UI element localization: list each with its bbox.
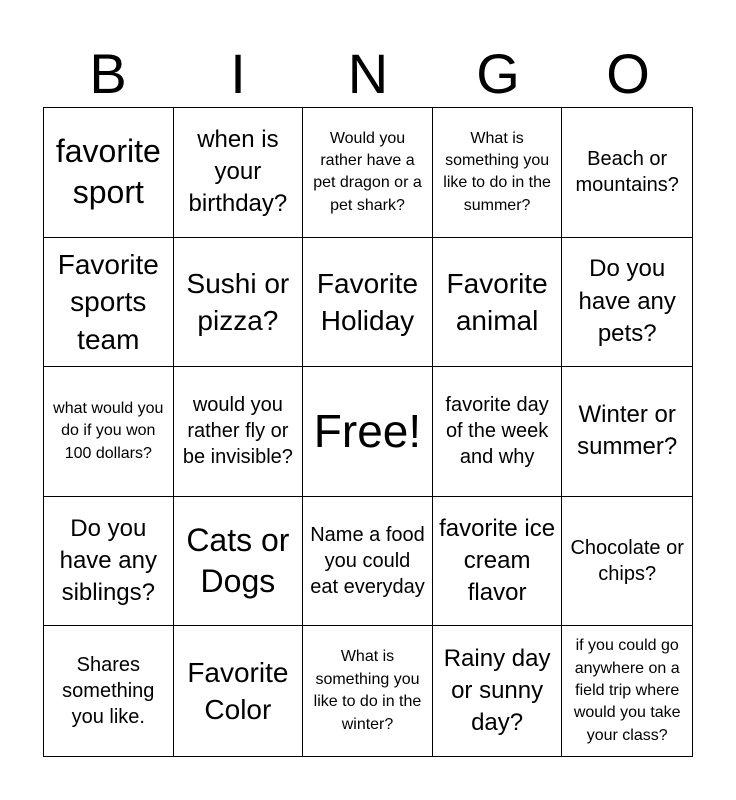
- bingo-cell[interactable]: [303, 626, 433, 756]
- cell-text: Sushi or pizza?: [186, 267, 290, 336]
- cell-text: what would you do if you won 100 dollars?: [53, 399, 164, 462]
- free-space-text: Free!: [313, 404, 422, 457]
- cell-text: favorite ice cream flavor: [439, 514, 556, 607]
- cell-text: What is something you like to do in the summer?: [443, 129, 551, 214]
- cell-text: Do you have any pets?: [578, 255, 676, 348]
- cell-text: Name a food you could eat everyday: [310, 524, 425, 599]
- header-letter-n: N: [347, 42, 389, 105]
- bingo-cell[interactable]: [562, 497, 692, 627]
- bingo-cell[interactable]: [433, 497, 563, 627]
- cell-text: Cats or Dogs: [186, 521, 290, 600]
- header-letter-o: O: [606, 42, 650, 105]
- bingo-cell[interactable]: [303, 238, 433, 368]
- bingo-cell[interactable]: [433, 238, 563, 368]
- cell-text: Do you have any siblings?: [59, 514, 157, 607]
- cell-text: Chocolate or chips?: [570, 537, 684, 586]
- header-letter-b: B: [89, 42, 127, 105]
- bingo-cell[interactable]: [174, 367, 304, 497]
- bingo-cell[interactable]: [44, 626, 174, 756]
- bingo-header: [43, 40, 693, 108]
- bingo-cell[interactable]: [44, 108, 174, 238]
- bingo-cell[interactable]: [44, 367, 174, 497]
- cell-text: Favorite Color: [187, 656, 289, 726]
- bingo-cell[interactable]: [433, 108, 563, 238]
- header-letter-i: I: [230, 42, 246, 105]
- bingo-cell[interactable]: [44, 238, 174, 368]
- cell-text: Rainy day or sunny day?: [443, 644, 551, 737]
- cell-text: Favorite animal: [446, 267, 548, 336]
- cell-text: Shares something you like.: [62, 654, 155, 729]
- bingo-cell[interactable]: [174, 238, 304, 368]
- bingo-cell[interactable]: [44, 497, 174, 627]
- bingo-cell[interactable]: [433, 626, 563, 756]
- cell-text: favorite sport: [55, 132, 161, 211]
- cell-text: when is your birthday?: [188, 125, 288, 218]
- bingo-cell[interactable]: [433, 367, 563, 497]
- bingo-cell[interactable]: [562, 367, 692, 497]
- bingo-cell[interactable]: [562, 108, 692, 238]
- cell-text: Winter or summer?: [577, 401, 678, 461]
- bingo-cell[interactable]: [303, 497, 433, 627]
- cell-text: What is something you like to do in the winter?: [313, 648, 422, 733]
- bingo-cell[interactable]: [303, 108, 433, 238]
- bingo-cell[interactable]: [562, 626, 692, 756]
- cell-text: if you could go anywhere on a field trip where would you take your class?: [573, 637, 681, 744]
- bingo-cell[interactable]: [174, 497, 304, 627]
- bingo-cell[interactable]: [174, 626, 304, 756]
- header-letter-g: G: [476, 42, 520, 105]
- cell-text: Would you rather have a pet dragon or a pet shark?: [313, 129, 422, 214]
- cell-text: would you rather fly or be invisible?: [182, 394, 293, 469]
- bingo-board: [43, 107, 693, 757]
- bingo-cell[interactable]: [562, 238, 692, 368]
- cell-text: Beach or mountains?: [575, 148, 679, 197]
- cell-text: favorite day of the week and why: [445, 394, 549, 469]
- cell-text: Favorite Holiday: [316, 267, 419, 336]
- cell-text: Favorite sports team: [57, 249, 159, 355]
- bingo-cell[interactable]: [174, 108, 304, 238]
- free-space-cell[interactable]: [303, 367, 433, 497]
